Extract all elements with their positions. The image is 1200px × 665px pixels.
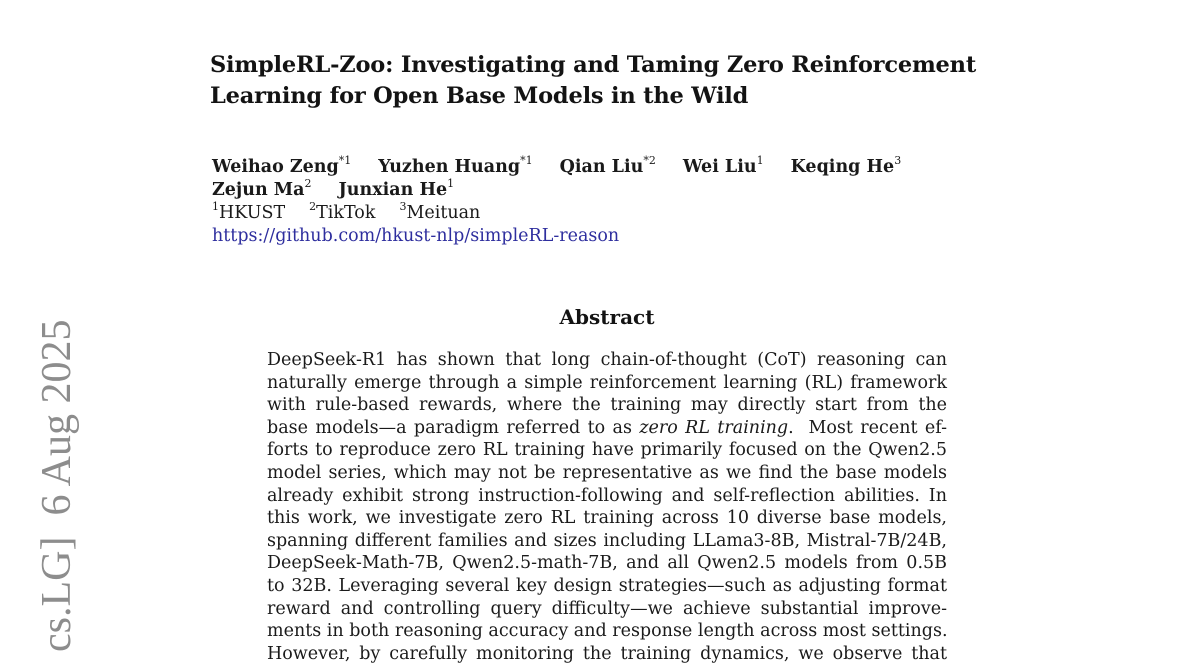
abstract-line: reward and controlling query difficulty—we achieve substantial improve- bbox=[267, 598, 947, 619]
author-superscript: *2 bbox=[643, 154, 656, 168]
authors-row-2 bbox=[212, 179, 901, 202]
author-name: Keqing He$^3$ bbox=[790, 154, 902, 177]
abstract-line: to 32B. Leveraging several key design strategies—such as adjusting format bbox=[267, 575, 947, 596]
abstract-heading: Abstract bbox=[559, 305, 655, 329]
author-name: Zejun Ma$^2$ bbox=[212, 177, 312, 200]
affiliation-list bbox=[212, 202, 901, 225]
affiliation-item: $^1$HKUST bbox=[212, 200, 286, 223]
github-link[interactable]: https://github.com/hkust-nlp/simpleRL-reason bbox=[212, 226, 620, 246]
paper-title-line2: Learning for Open Base Models in the Wild bbox=[210, 83, 749, 109]
abstract-line: However, by carefully monitoring the training dynamics, we observe that bbox=[267, 643, 947, 664]
abstract-line: already exhibit strong instruction-following and self-reflection abilities. In bbox=[267, 485, 947, 506]
author-superscript: 3 bbox=[894, 154, 902, 168]
author-superscript: 1 bbox=[756, 154, 764, 168]
arxiv-watermark: cs.LG] 6 Aug 2025 bbox=[34, 319, 80, 652]
abstract-line: DeepSeek-Math-7B, Qwen2.5-math-7B, and all Qwen2.5 models from 0.5B bbox=[267, 553, 947, 574]
author-superscript: *1 bbox=[338, 154, 352, 168]
author-name: Yuzhen Huang$^{*1}$ bbox=[378, 154, 533, 177]
author-name: Qian Liu$^{*2}$ bbox=[559, 154, 656, 177]
author-superscript: 2 bbox=[304, 177, 312, 191]
abstract-line: DeepSeek-R1 has shown that long chain-of-thought (CoT) reasoning can bbox=[267, 350, 947, 370]
abstract-line: this work, we investigate zero RL training across 10 diverse base models, bbox=[267, 508, 947, 529]
affiliation-item: $^3$Meituan bbox=[399, 200, 481, 223]
affiliation-superscript: 1 bbox=[212, 200, 219, 214]
author-block bbox=[212, 156, 901, 248]
affiliation-superscript: 2 bbox=[309, 200, 317, 214]
abstract-line: spanning different families and sizes including LLama3-8B, Mistral-7B/24B, bbox=[267, 530, 947, 551]
italic-term: zero RL training bbox=[639, 417, 789, 438]
paper-title-line1: SimpleRL-Zoo: Investigating and Taming Zero Reinforcement bbox=[210, 52, 977, 78]
project-link-row bbox=[212, 225, 901, 248]
paper-title bbox=[210, 50, 976, 112]
author-superscript: 1 bbox=[447, 177, 455, 191]
abstract-line: with rule-based rewards, where the training may directly start from the bbox=[267, 395, 947, 416]
abstract-line: ments in both reasoning accuracy and response length across most settings. bbox=[267, 621, 948, 642]
abstract-line: forts to reproduce zero RL training have primarily focused on the Qwen2.5 bbox=[267, 440, 947, 461]
author-name: Wei Liu$^1$ bbox=[682, 154, 764, 177]
author-superscript: *1 bbox=[520, 154, 533, 168]
author-name: Weihao Zeng$^{*1}$ bbox=[212, 154, 352, 177]
abstract-line: naturally emerge through a simple reinforcement learning (RL) framework bbox=[267, 372, 947, 393]
authors-row-1 bbox=[212, 156, 901, 179]
abstract-line: base models—a paradigm referred to as zero RL training. Most recent ef- bbox=[267, 417, 947, 438]
abstract-line: model series, which may not be representative as we find the base models bbox=[267, 462, 947, 483]
author-name: Junxian He$^1$ bbox=[338, 177, 455, 200]
abstract-body bbox=[267, 349, 947, 665]
affiliation-item: $^2$TikTok bbox=[309, 200, 376, 223]
affiliation-superscript: 3 bbox=[399, 200, 407, 214]
